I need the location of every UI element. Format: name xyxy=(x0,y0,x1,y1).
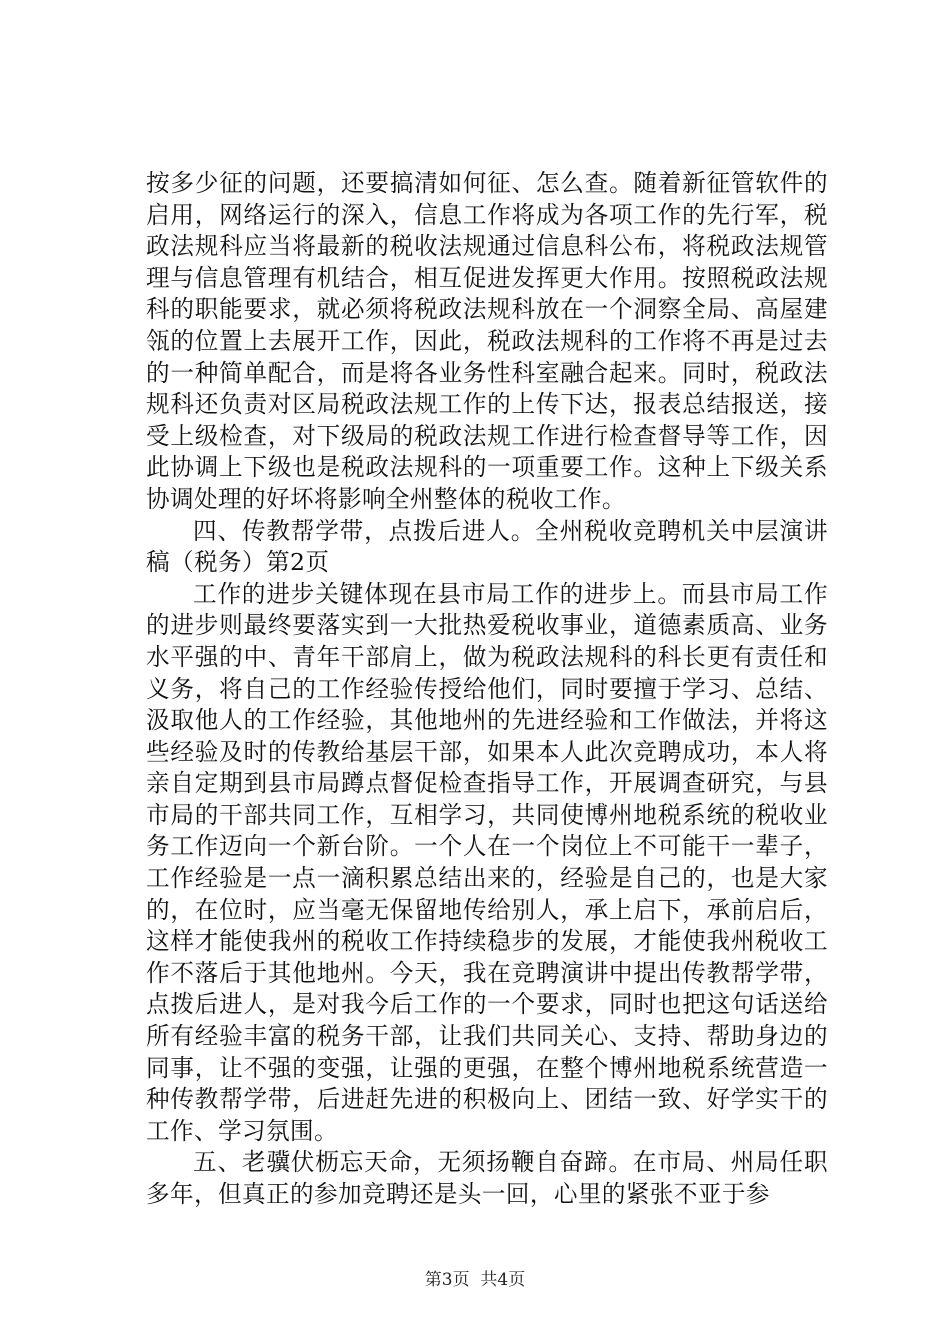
document-body xyxy=(146,168,828,1211)
paragraph-continued: 按多少征的问题，还要搞清如何征、怎么查。随着新征管软件的启用，网络运行的深入，信息工作将成为各项工作的先行军，税政法规科应当将最新的税收法规通过信息科公布，将税政法规管理与信息管理有机结合，相互促进发挥更大作用。按照税政法规科的职能要求，就必须将税政法规科放在一个洞察全局、高屋建瓴的位置上去展开工作，因此，税政法规科的工作将不再是过去的一种简单配合，而是将各业务性科室融合起来。同时，税政法规科还负责对区局税政法规工作的上传下达，报表总结报送，接受上级检查，对下级局的税政法规工作进行检查督导等工作，因此协调上下级也是税政法规科的一项重要工作。这种上下级关系协调处理的好坏将影响全州整体的税收工作。 xyxy=(146,169,828,513)
page-footer xyxy=(0,1269,950,1291)
page-number-label: 第3页 共4页 xyxy=(424,1270,526,1290)
paragraph-section-four-heading: 四、传教帮学带，点拨后进人。全州税收竞聘机关中层演讲稿（税务）第2页 xyxy=(146,516,828,577)
paragraph-section-five: 五、老骥伏枥忘天命，无须扬鞭自奋蹄。在市局、州局任职多年，但真正的参加竞聘还是头一回，心里的紧张不亚于参 xyxy=(146,1148,828,1208)
paragraph-section-four-body: 工作的进步关键体现在县市局工作的进步上。而县市局工作的进步则最终要落实到一大批热爱税收事业，道德素质高、业务水平强的中、青年干部肩上，做为税政法规科的科长更有责任和义务，将自己的工作经验传授给他们，同时要擅于学习、总结、汲取他人的工作经验，其他地州的先进经验和工作做法，并将这些经验及时的传教给基层干部，如果本人此次竞聘成功，本人将亲自定期到县市局蹲点督促检查指导工作，开展调查研究，与县市局的干部共同工作，互相学习，共同使博州地税系统的税收业务工作迈向一个新台阶。一个人在一个岗位上不可能干一辈子，工作经验是一点一滴积累总结出来的，经验是自己的，也是大家的，在位时，应当毫无保留地传给别人，承上启下，承前启后，这样才能使我州的税收工作持续稳步的发展，才能使我州税收工作不落后于其他地州。今天，我在竞聘演讲中提出传教帮学带，点拨后进人，是对我今后工作的一个要求，同时也把这句话送给所有经验丰富的税务干部，让我们共同关心、支持、帮助身边的同事，让不强的变强，让强的更强，在整个博州地税系统营造一种传教帮学带，后进赶先进的积极向上、团结一致、好学实干的工作、学习氛围。 xyxy=(146,579,828,1145)
